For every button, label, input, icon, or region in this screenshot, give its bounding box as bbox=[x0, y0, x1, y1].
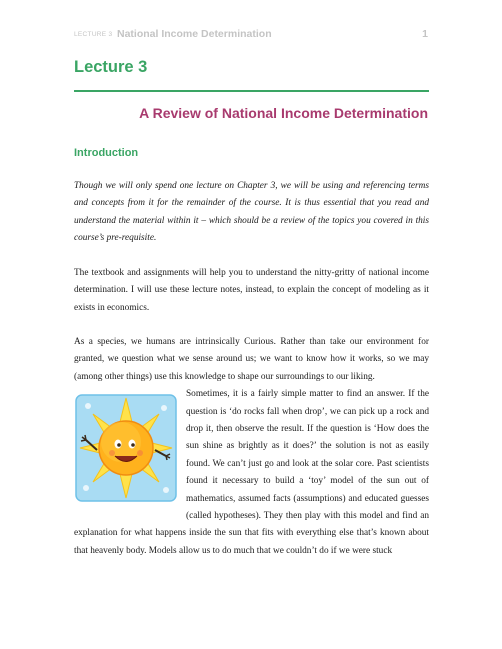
header-title: National Income Determination bbox=[117, 28, 272, 40]
running-header bbox=[74, 28, 429, 42]
body-paragraph-text: Sometimes, it is a fairly simple matter to find an answer. If the question is ‘do rocks fall when drop’, we can pick up a rock and drop it, then observe the result. If the question is ‘How does the sun shine as brightly as it does?’ the solution is not as easily found. We can’t just go and look at the solar core. Past scientists found it necessary to build a ‘toy’ model of the sun out of mathematics, assumed facts (assumptions) and educated guesses (called hypotheses). They then play with this model and find an explanation for what happens inside the sun that fits with everything else that’s known about that heavenly body. Models allow us to do much that we couldn’t do if we were stuck bbox=[74, 389, 429, 556]
lecture-title: Lecture 3 bbox=[74, 58, 148, 76]
page-number: 1 bbox=[422, 28, 428, 40]
intro-paragraph: Though we will only spend one lecture on Chapter 3, we will be using and referencing terms and concepts from it for the remainder of the course. It is thus essential that you read and understand the material within it – which should be a review of the topics you covered in this course’s pre-requisite. bbox=[74, 181, 429, 244]
body-paragraph-with-figure bbox=[74, 334, 429, 560]
body-paragraph: The textbook and assignments will help you to understand the nitty-gritty of national income determination. I will use these lecture notes, instead, to explain the concept of modeling as it exists in economics. bbox=[74, 268, 429, 313]
header-lecture-label: LECTURE 3 bbox=[74, 31, 113, 38]
body-paragraph-text: As a species, we humans are intrinsically Curious. Rather than take our environment for granted, we question what we sense around us; we want to know how it works, so we may (among other things) use this knowledge to shape our surroundings to our liking. bbox=[74, 337, 429, 382]
title-divider bbox=[74, 90, 429, 92]
sun-cartoon-image bbox=[74, 392, 178, 504]
section-heading: Introduction bbox=[74, 147, 139, 159]
page-subtitle: A Review of National Income Determination bbox=[139, 105, 428, 121]
